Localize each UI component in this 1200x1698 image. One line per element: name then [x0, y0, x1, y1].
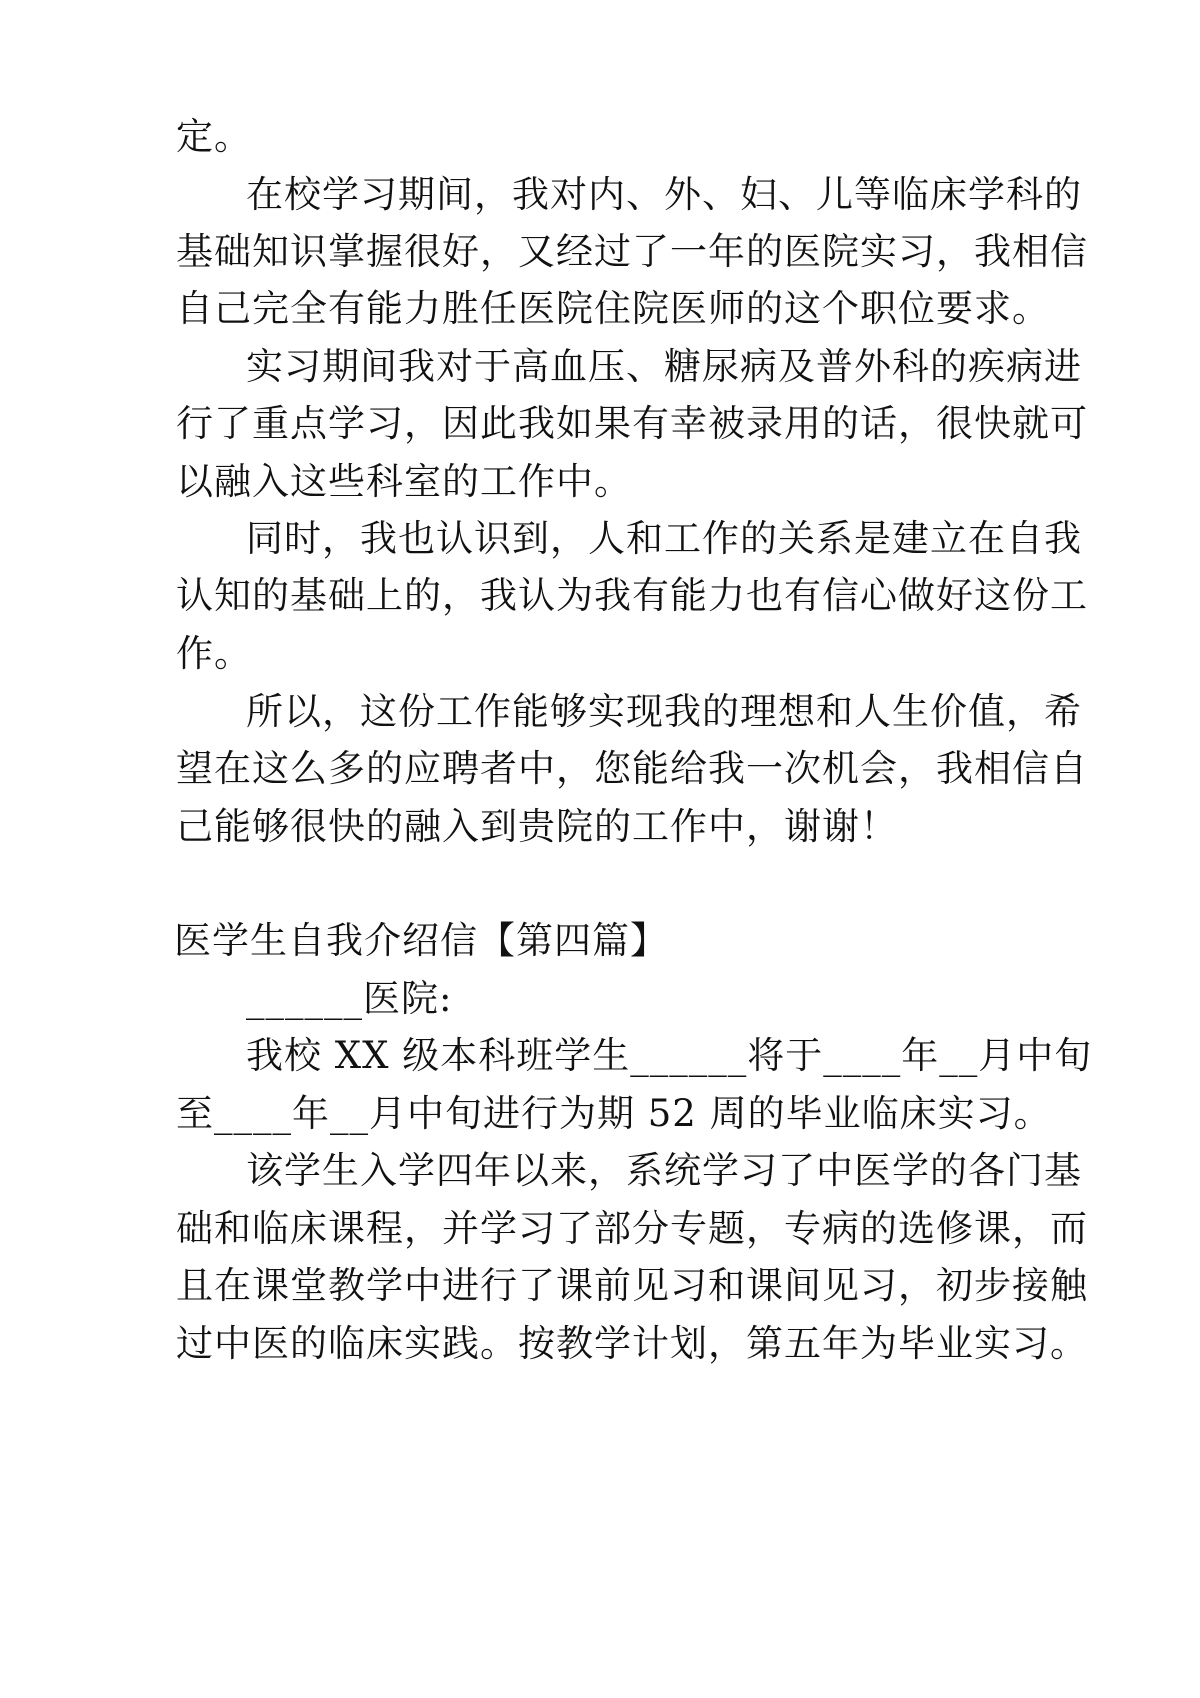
text-line: 过中医的临床实践。按教学计划，第五年为毕业实习。 [176, 1322, 1088, 1365]
paragraph-first-line: 在校学习期间，我对内、外、妇、儿等临床学科的 [246, 173, 1082, 216]
text-line: 定。 [176, 115, 252, 158]
salutation: ______医院: [246, 977, 453, 1020]
text-line: 础和临床课程，并学习了部分专题，专病的选修课，而 [176, 1207, 1088, 1250]
paragraph-first-line: 所以，这份工作能够实现我的理想和人生价值，希 [246, 690, 1082, 733]
text-line: 行了重点学习，因此我如果有幸被录用的话，很快就可 [176, 402, 1088, 445]
paragraph-first-line: 实习期间我对于高血压、糖尿病及普外科的疾病进 [246, 345, 1082, 388]
text-line: 基础知识掌握很好，又经过了一年的医院实习，我相信 [176, 230, 1088, 273]
paragraph-first-line: 该学生入学四年以来，系统学习了中医学的各门基 [246, 1149, 1082, 1192]
text-line: 且在课堂教学中进行了课前见习和课间见习，初步接触 [176, 1264, 1088, 1307]
text-line: 自己完全有能力胜任医院住院医师的这个职位要求。 [176, 287, 1050, 330]
section-title: 医学生自我介绍信【第四篇】 [174, 919, 668, 962]
text-line: 作。 [176, 632, 252, 675]
text-line: 望在这么多的应聘者中，您能给我一次机会，我相信自 [176, 747, 1088, 790]
text-line: 至____年__月中旬进行为期 52 周的毕业临床实习。 [176, 1092, 1052, 1135]
text-line: 认知的基础上的，我认为我有能力也有信心做好这份工 [176, 574, 1088, 617]
paragraph-first-line: 我校 XX 级本科班学生______将于____年__月中旬 [246, 1034, 1093, 1077]
text-line: 己能够很快的融入到贵院的工作中，谢谢！ [176, 805, 898, 848]
paragraph-first-line: 同时，我也认识到，人和工作的关系是建立在自我 [246, 517, 1082, 560]
text-line: 以融入这些科室的工作中。 [176, 460, 632, 503]
